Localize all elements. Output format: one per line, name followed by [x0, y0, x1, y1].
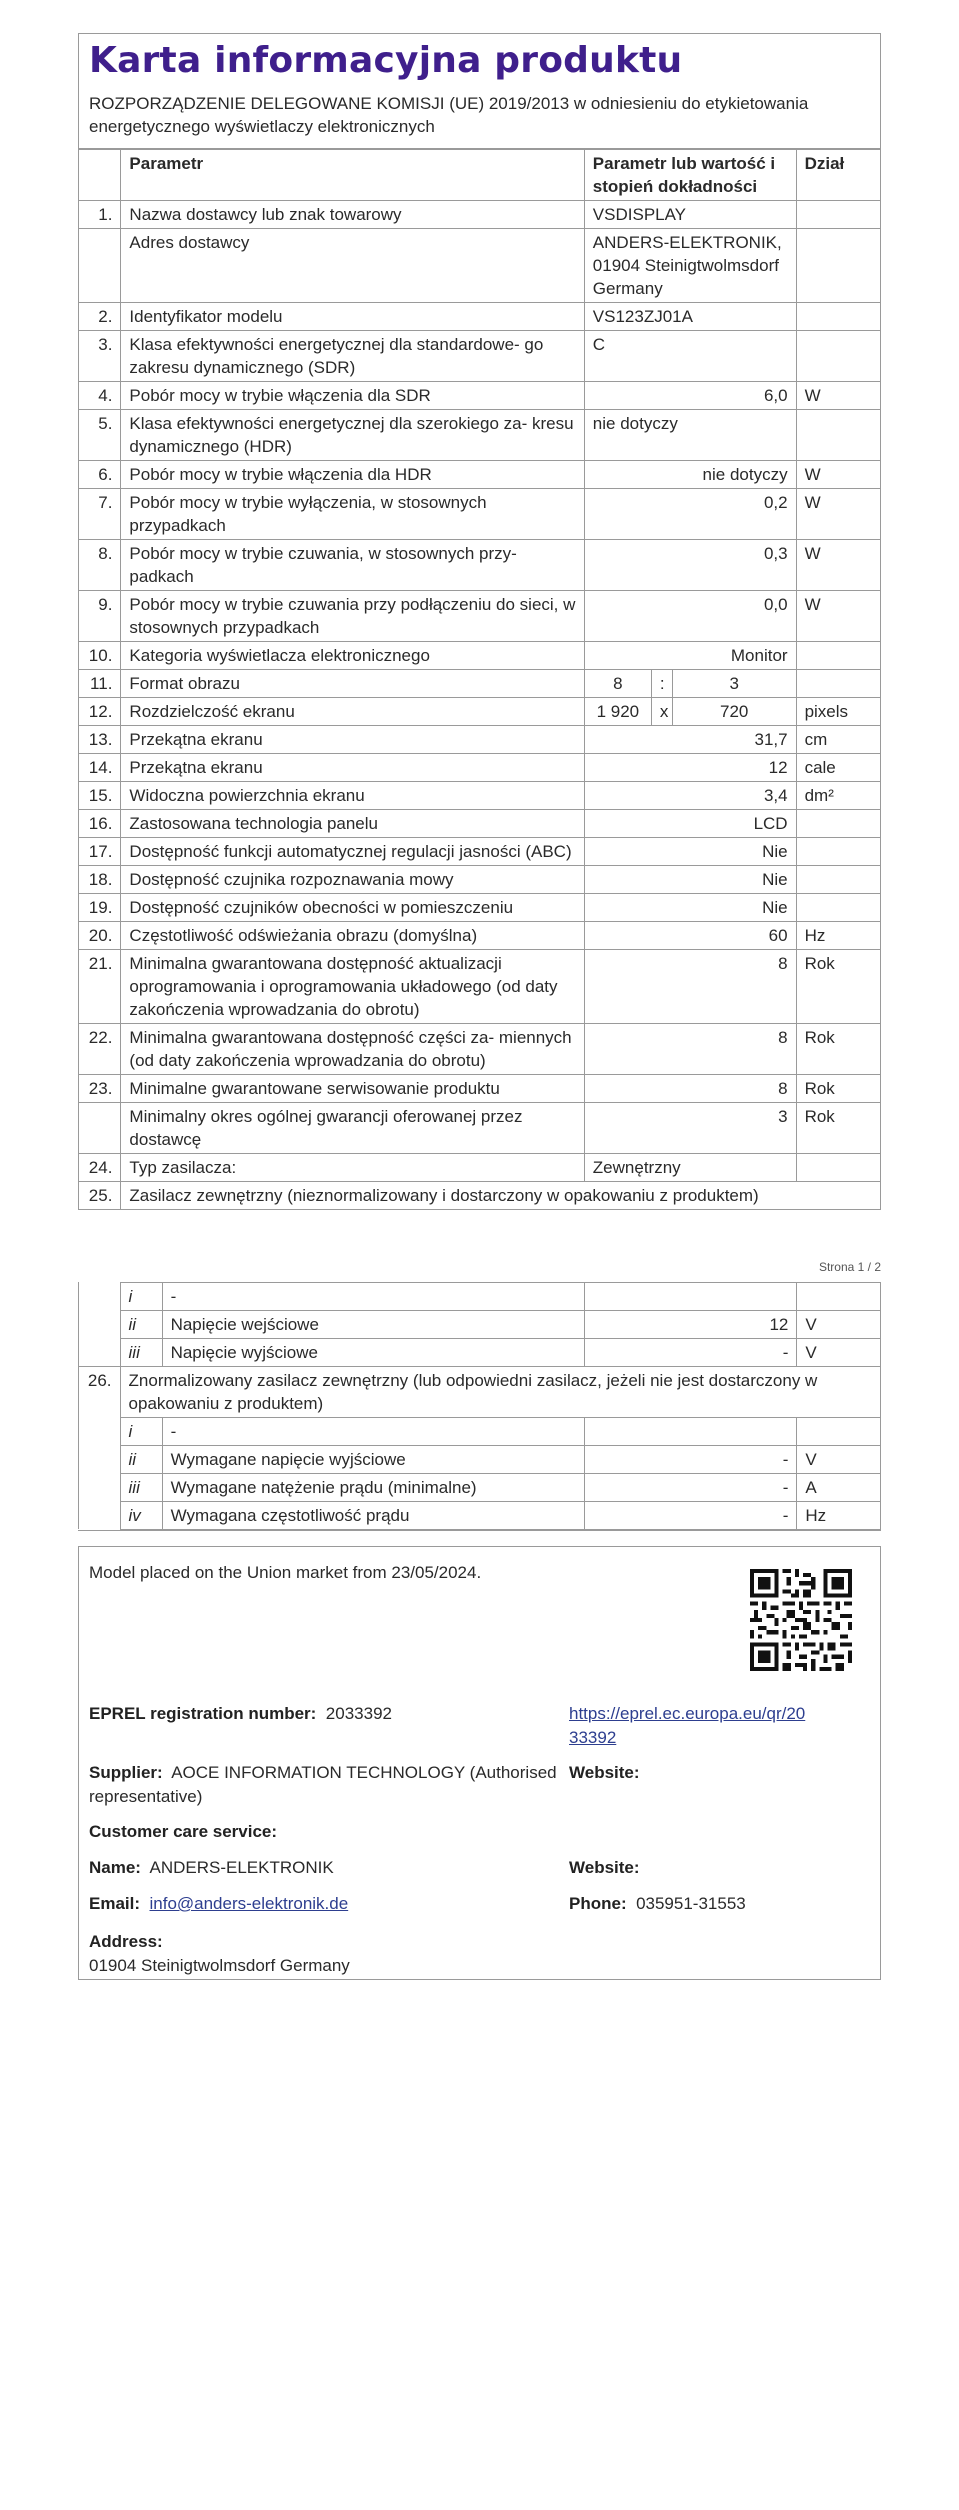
sub-row-parameter: Napięcie wyjściowe	[162, 1339, 585, 1367]
sub-row-index: iii	[120, 1474, 162, 1502]
row-unit: cm	[796, 726, 880, 754]
row-unit: cale	[796, 754, 880, 782]
sub-row-spacer	[78, 1446, 120, 1474]
row-number: 7.	[79, 489, 121, 540]
name-label: Name:	[89, 1858, 141, 1877]
row-parameter: Dostępność czujnika rozpoznawania mowy	[121, 866, 584, 894]
row-parameter: Znormalizowany zasilacz zewnętrzny (lub odpowiedni zasilacz, jeżeli nie jest dostarczony w opakowaniu z produktem)	[120, 1367, 881, 1418]
sub-row-index: ii	[120, 1311, 162, 1339]
row-number: 15.	[79, 782, 121, 810]
sub-row	[78, 1474, 881, 1502]
row-unit	[796, 410, 880, 461]
row-value: 8	[584, 1075, 796, 1103]
row-number: 10.	[79, 642, 121, 670]
customer-website	[569, 1856, 640, 1880]
row-number	[79, 229, 121, 303]
power-supply-table	[78, 1282, 881, 1530]
table-row	[79, 201, 880, 229]
row-value: Monitor	[584, 642, 796, 670]
table-row	[79, 838, 880, 866]
row-unit	[796, 201, 880, 229]
regulation-subtitle: ROZPORZĄDZENIE DELEGOWANE KOMISJI (UE) 2019/2013 w odniesieniu do etykietowania energetycznego wyświetlaczy elektronicznych	[79, 84, 880, 149]
sub-row-value: -	[585, 1446, 797, 1474]
row-parameter: Minimalna gwarantowana dostępność aktualizacji oprogramowania i oprogramowania układowego (od daty zakończenia wprowadzania do obrotu)	[121, 950, 584, 1024]
row-unit: Rok	[796, 1024, 880, 1075]
sub-row-value: -	[585, 1502, 797, 1530]
customer-name	[89, 1856, 334, 1880]
row-unit	[796, 866, 880, 894]
sub-row-unit: V	[797, 1339, 881, 1367]
customer-phone	[569, 1892, 746, 1916]
row-value: Nie	[584, 894, 796, 922]
row-unit	[796, 642, 880, 670]
supplier-value-2: representative)	[89, 1787, 203, 1806]
sub-row	[78, 1339, 881, 1367]
row-number: 2.	[79, 303, 121, 331]
row-unit	[796, 894, 880, 922]
product-info-sheet	[78, 33, 881, 1210]
row-value: 8	[584, 1024, 796, 1075]
qr-code-icon[interactable]	[750, 1569, 852, 1671]
row-number: 9.	[79, 591, 121, 642]
row-number: 14.	[79, 754, 121, 782]
row-value: VSDISPLAY	[584, 201, 796, 229]
table-row	[79, 303, 880, 331]
row-number: 3.	[79, 331, 121, 382]
row-parameter: Typ zasilacza:	[121, 1154, 584, 1182]
eprel-registration	[89, 1702, 392, 1726]
sub-row-index: iv	[120, 1502, 162, 1530]
table-row	[79, 229, 880, 303]
row-value-separator: :	[651, 670, 672, 698]
table-row	[79, 591, 880, 642]
sub-row-parameter: Wymagane napięcie wyjściowe	[162, 1446, 585, 1474]
table-row	[79, 754, 880, 782]
table-row-standard-power-supply	[78, 1367, 881, 1418]
row-value: 0,0	[584, 591, 796, 642]
row-number: 24.	[79, 1154, 121, 1182]
sub-row-value	[585, 1418, 797, 1446]
row-unit: W	[796, 382, 880, 410]
row-number: 21.	[79, 950, 121, 1024]
row-parameter: Dostępność czujników obecności w pomieszczeniu	[121, 894, 584, 922]
row-value: 0,3	[584, 540, 796, 591]
sub-row	[78, 1502, 881, 1530]
row-parameter: Zasilacz zewnętrzny (nieznormalizowany i dostarczony w opakowaniu z produktem)	[121, 1182, 880, 1210]
row-value: LCD	[584, 810, 796, 838]
row-parameter: Minimalna gwarantowana dostępność części za- miennych (od daty zakończenia wprowadzania do obrotu)	[121, 1024, 584, 1075]
row-parameter: Przekątna ekranu	[121, 754, 584, 782]
row-value: 12	[584, 754, 796, 782]
sub-row-value: 12	[585, 1311, 797, 1339]
sub-row-spacer	[78, 1474, 120, 1502]
parameters-table	[79, 149, 880, 1209]
sub-row-unit	[797, 1283, 881, 1311]
table-row	[79, 489, 880, 540]
row-unit: W	[796, 489, 880, 540]
row-number: 5.	[79, 410, 121, 461]
sub-row	[78, 1446, 881, 1474]
row-value-part-1: 8	[584, 670, 651, 698]
customer-address	[89, 1930, 350, 1978]
row-unit	[796, 810, 880, 838]
row-value: 6,0	[584, 382, 796, 410]
header-value: Parametr lub wartość i stopień dokładności	[584, 150, 796, 201]
row-number: 1.	[79, 201, 121, 229]
table-row	[79, 670, 880, 698]
row-parameter: Klasa efektywności energetycznej dla szerokiego za- kresu dynamicznego (HDR)	[121, 410, 584, 461]
table-row	[79, 1075, 880, 1103]
row-parameter: Zastosowana technologia panelu	[121, 810, 584, 838]
sub-row-parameter: -	[162, 1418, 585, 1446]
table-row	[79, 698, 880, 726]
email-link[interactable]: info@anders-elektronik.de	[149, 1894, 349, 1913]
row-value-part-2: 720	[672, 698, 796, 726]
table-row	[79, 950, 880, 1024]
row-number: 8.	[79, 540, 121, 591]
row-unit: Rok	[796, 950, 880, 1024]
sub-row-parameter: -	[162, 1283, 585, 1311]
sub-row-index: i	[120, 1283, 162, 1311]
row-unit: Hz	[796, 922, 880, 950]
table-row	[79, 810, 880, 838]
row-parameter: Pobór mocy w trybie włączenia dla HDR	[121, 461, 584, 489]
row-unit: W	[796, 540, 880, 591]
sub-row-spacer	[78, 1311, 120, 1339]
eprel-link[interactable]	[569, 1702, 805, 1750]
table-row	[79, 410, 880, 461]
table-row	[79, 894, 880, 922]
row-unit: pixels	[796, 698, 880, 726]
row-value-separator: x	[651, 698, 672, 726]
supplier-label: Supplier:	[89, 1763, 163, 1782]
sub-row-index: i	[120, 1418, 162, 1446]
row-value-part-1: 1 920	[584, 698, 651, 726]
email-label: Email:	[89, 1894, 141, 1913]
name-value: ANDERS-ELEKTRONIK	[149, 1858, 334, 1877]
table-row	[79, 642, 880, 670]
row-unit	[796, 303, 880, 331]
address-label: Address:	[89, 1932, 163, 1951]
row-number: 11.	[79, 670, 121, 698]
customer-care-label: Customer care service:	[89, 1822, 278, 1841]
row-number	[79, 1103, 121, 1154]
header-param: Parametr	[121, 150, 584, 201]
row-value: C	[584, 331, 796, 382]
row-parameter: Nazwa dostawcy lub znak towarowy	[121, 201, 584, 229]
row-unit: Rok	[796, 1075, 880, 1103]
row-parameter: Widoczna powierzchnia ekranu	[121, 782, 584, 810]
customer-website-label: Website:	[569, 1858, 640, 1877]
sub-row-value: -	[585, 1474, 797, 1502]
supplier-value: AOCE INFORMATION TECHNOLOGY (Authorised	[171, 1763, 557, 1782]
row-number: 6.	[79, 461, 121, 489]
sub-row-unit: V	[797, 1446, 881, 1474]
sub-row	[78, 1311, 881, 1339]
row-value-part-2: 3	[672, 670, 796, 698]
sub-row-unit: A	[797, 1474, 881, 1502]
row-parameter: Identyfikator modelu	[121, 303, 584, 331]
row-value: 8	[584, 950, 796, 1024]
row-value: 60	[584, 922, 796, 950]
sub-row-index: ii	[120, 1446, 162, 1474]
row-parameter: Kategoria wyświetlacza elektronicznego	[121, 642, 584, 670]
row-unit: W	[796, 461, 880, 489]
row-value: nie dotyczy	[584, 461, 796, 489]
sub-row-index: iii	[120, 1339, 162, 1367]
table-row	[79, 461, 880, 489]
row-value: 0,2	[584, 489, 796, 540]
sub-row-spacer	[78, 1502, 120, 1530]
sub-row-value: -	[585, 1339, 797, 1367]
row-unit: dm²	[796, 782, 880, 810]
row-unit: Rok	[796, 1103, 880, 1154]
sub-row-spacer	[78, 1339, 120, 1367]
eprel-link-line-1[interactable]: https://eprel.ec.europa.eu/qr/20	[569, 1704, 806, 1723]
row-value: Zewnętrzny	[584, 1154, 796, 1182]
power-supply-continuation	[78, 1282, 881, 1531]
eprel-link-line-2[interactable]: 33392	[569, 1728, 617, 1747]
table-row	[79, 726, 880, 754]
eprel-registration-number: 2033392	[325, 1704, 392, 1723]
sub-row	[78, 1283, 881, 1311]
row-value: nie dotyczy	[584, 410, 796, 461]
supplier-website-label: Website:	[569, 1763, 640, 1782]
sub-row-unit: V	[797, 1311, 881, 1339]
table-row-power-supply	[79, 1182, 880, 1210]
table-row	[79, 382, 880, 410]
sub-row-parameter: Napięcie wejściowe	[162, 1311, 585, 1339]
sub-row-value	[585, 1283, 797, 1311]
row-parameter: Rozdzielczość ekranu	[121, 698, 584, 726]
eprel-registration-label: EPREL registration number:	[89, 1704, 317, 1723]
sub-row-unit	[797, 1418, 881, 1446]
sub-row-unit: Hz	[797, 1502, 881, 1530]
row-unit	[796, 670, 880, 698]
table-header-row	[79, 150, 880, 201]
header-number-cell	[79, 150, 121, 201]
row-number: 17.	[79, 838, 121, 866]
table-row	[79, 540, 880, 591]
row-parameter: Częstotliwość odświeżania obrazu (domyślna)	[121, 922, 584, 950]
row-value: ANDERS-ELEKTRONIK, 01904 Steinigtwolmsdorf Germany	[584, 229, 796, 303]
row-number: 18.	[79, 866, 121, 894]
row-parameter: Pobór mocy w trybie włączenia dla SDR	[121, 382, 584, 410]
supplier-field	[89, 1761, 559, 1809]
table-row	[79, 1024, 880, 1075]
row-number: 16.	[79, 810, 121, 838]
page-number: Strona 1 / 2	[818, 1260, 881, 1274]
row-value: 31,7	[584, 726, 796, 754]
customer-email	[89, 1892, 348, 1916]
row-number: 12.	[79, 698, 121, 726]
sub-row	[78, 1418, 881, 1446]
row-number: 13.	[79, 726, 121, 754]
sub-row-parameter: Wymagana częstotliwość prądu	[162, 1502, 585, 1530]
row-number: 22.	[79, 1024, 121, 1075]
row-number: 4.	[79, 382, 121, 410]
row-value: VS123ZJ01A	[584, 303, 796, 331]
header-unit: Dział	[796, 150, 880, 201]
row-number: 20.	[79, 922, 121, 950]
row-number: 19.	[79, 894, 121, 922]
table-row	[79, 331, 880, 382]
address-value: 01904 Steinigtwolmsdorf Germany	[89, 1956, 350, 1975]
table-row	[79, 782, 880, 810]
sub-row-spacer	[78, 1418, 120, 1446]
table-row	[79, 1103, 880, 1154]
row-parameter: Przekątna ekranu	[121, 726, 584, 754]
table-row	[79, 1154, 880, 1182]
row-parameter: Minimalny okres ogólnej gwarancji oferowanej przez dostawcę	[121, 1103, 584, 1154]
row-unit	[796, 331, 880, 382]
row-unit	[796, 229, 880, 303]
phone-value: 035951-31553	[636, 1894, 746, 1913]
row-value: Nie	[584, 838, 796, 866]
market-placement-text: Model placed on the Union market from 23/05/2024.	[89, 1563, 482, 1582]
row-unit	[796, 838, 880, 866]
table-row	[79, 866, 880, 894]
row-unit: W	[796, 591, 880, 642]
sub-row-parameter: Wymagane natężenie prądu (minimalne)	[162, 1474, 585, 1502]
table-row	[79, 922, 880, 950]
page-title: Karta informacyjna produktu	[89, 40, 683, 81]
row-parameter: Klasa efektywności energetycznej dla standardowe- go zakresu dynamicznego (SDR)	[121, 331, 584, 382]
row-parameter: Pobór mocy w trybie wyłączenia, w stosownych przypadkach	[121, 489, 584, 540]
row-parameter: Dostępność funkcji automatycznej regulacji jasności (ABC)	[121, 838, 584, 866]
supplier-website	[569, 1761, 640, 1785]
row-parameter: Minimalne gwarantowane serwisowanie produktu	[121, 1075, 584, 1103]
row-parameter: Adres dostawcy	[121, 229, 584, 303]
row-parameter: Pobór mocy w trybie czuwania przy podłączeniu do sieci, w stosownych przypadkach	[121, 591, 584, 642]
row-value: 3,4	[584, 782, 796, 810]
eprel-info-box	[78, 1546, 881, 1980]
row-number: 26.	[78, 1367, 120, 1418]
sub-row-spacer	[78, 1283, 120, 1311]
row-unit	[796, 1154, 880, 1182]
row-number: 23.	[79, 1075, 121, 1103]
phone-label: Phone:	[569, 1894, 627, 1913]
row-parameter: Pobór mocy w trybie czuwania, w stosownych przy- padkach	[121, 540, 584, 591]
row-value: 3	[584, 1103, 796, 1154]
customer-care-heading	[89, 1820, 277, 1844]
row-number: 25.	[79, 1182, 121, 1210]
row-value: Nie	[584, 866, 796, 894]
row-parameter: Format obrazu	[121, 670, 584, 698]
